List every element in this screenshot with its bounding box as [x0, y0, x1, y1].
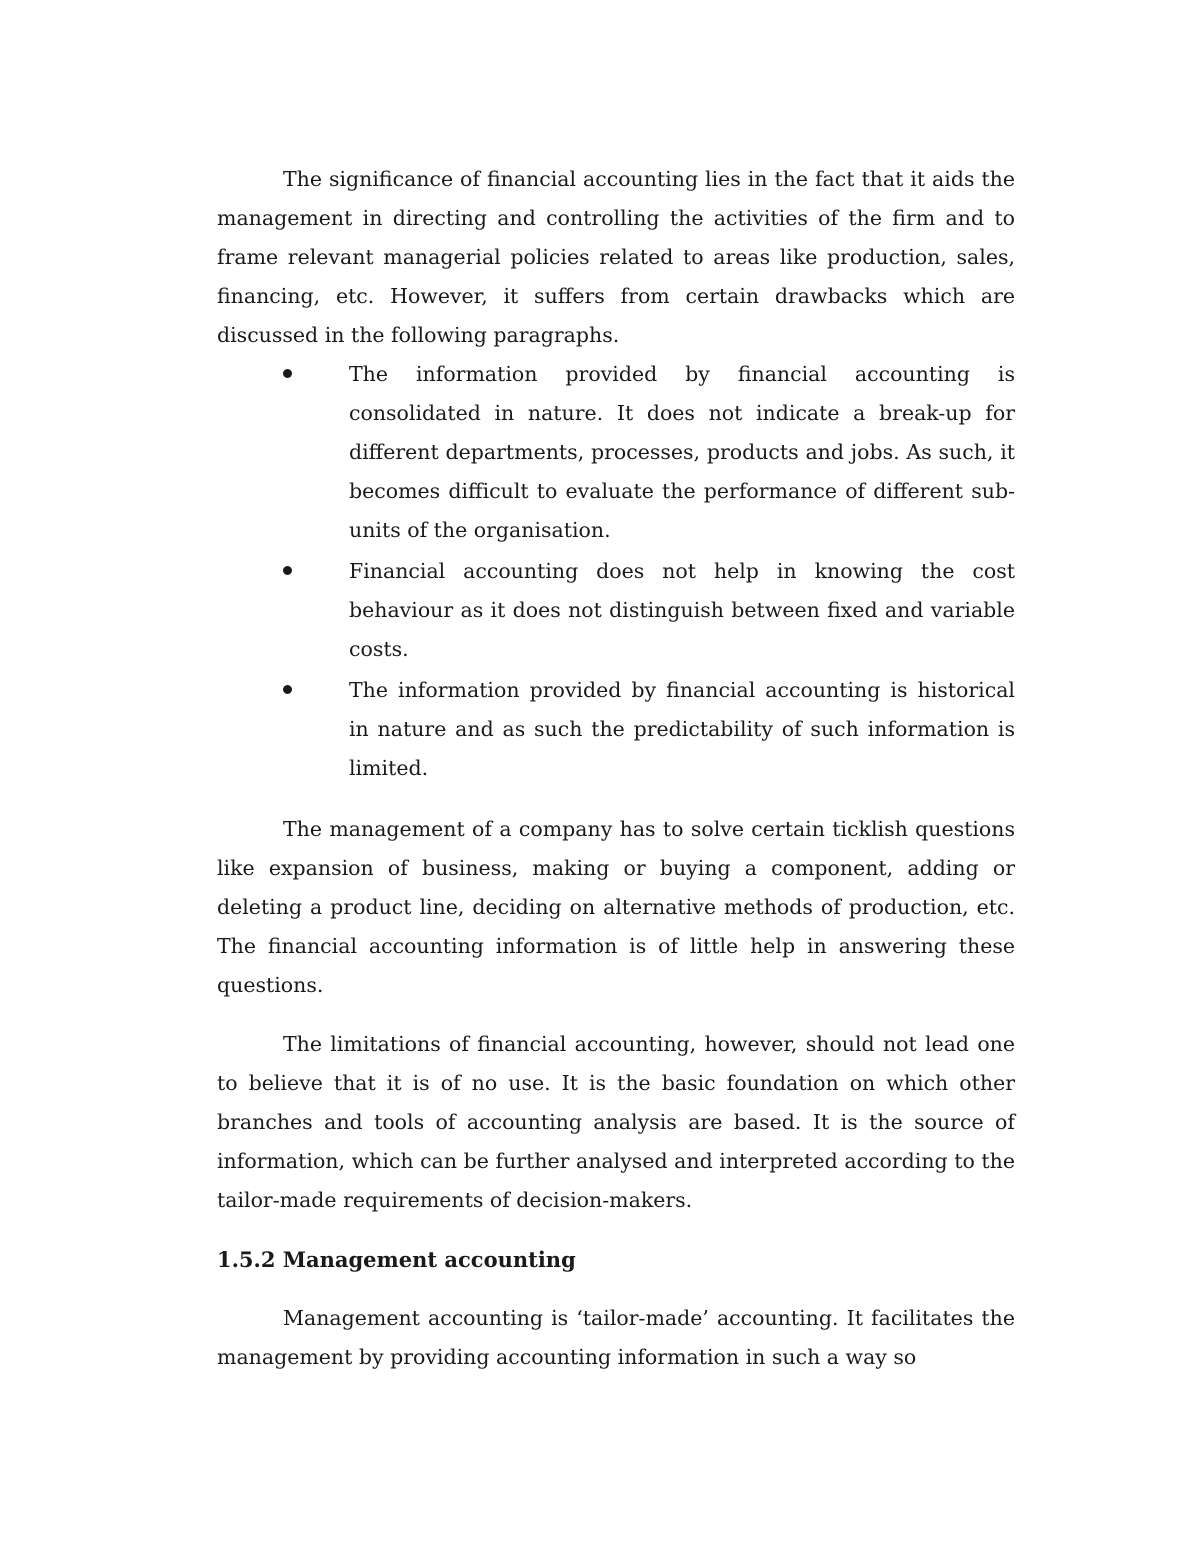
spacer: [217, 1005, 1015, 1025]
list-item: [217, 671, 1015, 788]
section-heading: 1.5.2 Management accounting: [217, 1247, 576, 1272]
list-item-text: The information provided by financial accounting is historical in nature and as such the predictability of such information is limited.: [349, 678, 1015, 780]
list-item: [217, 552, 1015, 669]
paragraph-limitations: The limitations of financial accounting, however, should not lead one to believe that it is of no use. It is the basic foundation on which other branches and tools of accounting analysis are based. It is the source of information, which can be further analysed and interpreted according to the tailor-made requirements of decision-makers.: [217, 1032, 1015, 1212]
list-item: [217, 355, 1015, 550]
bullet-icon: [283, 566, 292, 575]
drawbacks-list: [217, 355, 1015, 788]
paragraph-management-accounting: Management accounting is ‘tailor-made’ accounting. It facilitates the management by providing accounting information in such a way so: [217, 1306, 1015, 1369]
bullet-icon: [283, 685, 292, 694]
paragraph-ticklish-questions: The management of a company has to solve certain ticklish questions like expansion of business, making or buying a component, adding or deleting a product line, deciding on alternative methods of production, etc. The financial accounting information is of little help in answering these questions.: [217, 817, 1015, 997]
spacer: [217, 1279, 1015, 1299]
paragraph-significance: The significance of financial accounting lies in the fact that it aids the management in directing and controlling the activities of the firm and to frame relevant managerial policies related to areas like production, sales, financing, etc. However, it suffers from certain drawbacks which are discussed in the following paragraphs.: [217, 167, 1015, 347]
list-item-text: Financial accounting does not help in knowing the cost behaviour as it does not distinguish between fixed and variable costs.: [349, 559, 1015, 661]
bullet-icon: [283, 369, 292, 378]
list-item-text: The information provided by financial accounting is consolidated in nature. It does not indicate a break-up for different departments, processes, products and jobs. As such, it becomes difficult to evaluate the performance of different sub-units of the organisation.: [349, 362, 1015, 542]
document-body: [217, 160, 1015, 1377]
spacer: [217, 1220, 1015, 1240]
spacer: [217, 790, 1015, 810]
